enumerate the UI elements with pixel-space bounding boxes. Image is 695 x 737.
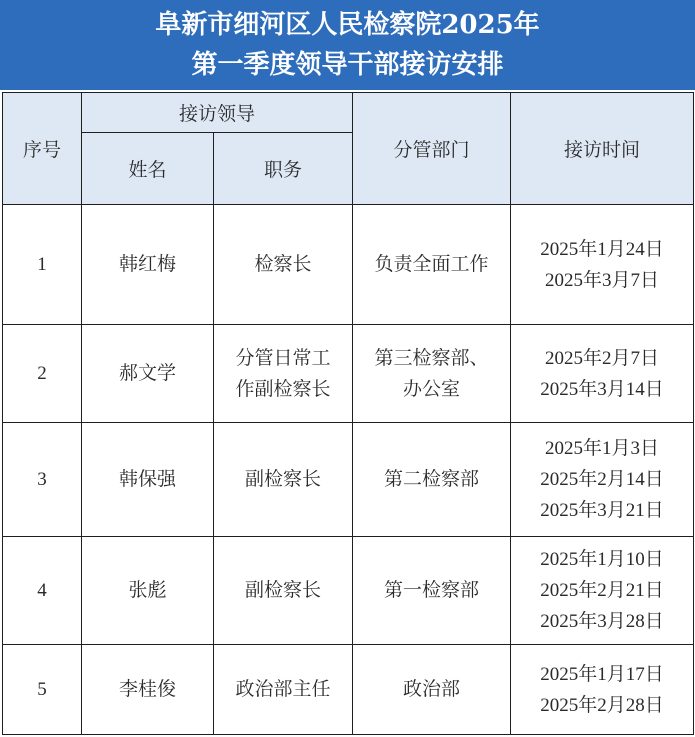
table-row <box>3 645 694 735</box>
date-line: 2025年2月28日 <box>540 694 664 716</box>
header-leader-group: 接访领导 <box>82 93 353 133</box>
cell-seq: 4 <box>3 537 82 645</box>
date-line: 2025年1月17日 <box>540 663 664 685</box>
page-title <box>0 0 695 90</box>
cell-name: 韩红梅 <box>82 205 214 325</box>
table-row <box>3 537 694 645</box>
header-position: 职务 <box>214 133 353 205</box>
department-line: 政治部 <box>403 678 461 700</box>
cell-position <box>214 325 353 423</box>
cell-dates <box>511 205 694 325</box>
cell-name: 韩保强 <box>82 423 214 537</box>
header-time: 接访时间 <box>511 93 694 205</box>
cell-department <box>353 423 511 537</box>
cell-dates <box>511 537 694 645</box>
cell-department <box>353 537 511 645</box>
date-line: 2025年1月10日 <box>540 549 664 570</box>
position-line: 分管日常工 <box>235 346 331 369</box>
department-line: 第三检察部、 <box>374 346 489 369</box>
position-line: 副检察长 <box>245 579 322 601</box>
date-line: 2025年2月14日 <box>540 469 664 490</box>
cell-seq: 1 <box>3 205 82 325</box>
header-name: 姓名 <box>82 133 214 205</box>
cell-department <box>353 205 511 325</box>
cell-name: 张彪 <box>82 537 214 645</box>
date-line: 2025年3月14日 <box>540 378 664 400</box>
cell-seq: 3 <box>3 423 82 537</box>
table-row <box>3 325 694 423</box>
department-line: 负责全面工作 <box>374 253 489 275</box>
date-line: 2025年2月21日 <box>540 580 664 601</box>
schedule-table <box>2 92 694 735</box>
date-line: 2025年3月28日 <box>540 611 664 632</box>
cell-dates <box>511 325 694 423</box>
title-line-1: 阜新市细河区人民检察院2025年 <box>155 10 540 40</box>
table-body <box>3 205 694 735</box>
position-line: 政治部主任 <box>235 678 331 700</box>
cell-seq: 5 <box>3 645 82 735</box>
position-line: 副检察长 <box>245 468 322 490</box>
department-line: 办公室 <box>403 377 461 400</box>
header-department: 分管部门 <box>353 93 511 205</box>
table-row <box>3 423 694 537</box>
date-line: 2025年3月7日 <box>545 269 660 291</box>
table-row <box>3 205 694 325</box>
cell-position <box>214 423 353 537</box>
header-seq: 序号 <box>3 93 82 205</box>
table-header <box>3 93 694 205</box>
date-line: 2025年2月7日 <box>545 347 660 369</box>
department-line: 第一检察部 <box>384 579 480 601</box>
date-line: 2025年1月24日 <box>540 238 664 260</box>
cell-name: 郝文学 <box>82 325 214 423</box>
cell-name: 李桂俊 <box>82 645 214 735</box>
title-line-2: 第一季度领导干部接访安排 <box>191 50 504 80</box>
position-line: 检察长 <box>254 253 312 275</box>
cell-position <box>214 205 353 325</box>
cell-dates <box>511 423 694 537</box>
date-line: 2025年1月3日 <box>545 438 660 459</box>
cell-department <box>353 645 511 735</box>
cell-dates <box>511 645 694 735</box>
cell-department <box>353 325 511 423</box>
cell-position <box>214 645 353 735</box>
department-line: 第二检察部 <box>384 468 480 490</box>
date-line: 2025年3月21日 <box>540 500 664 521</box>
position-line: 作副检察长 <box>235 377 331 400</box>
cell-position <box>214 537 353 645</box>
cell-seq: 2 <box>3 325 82 423</box>
